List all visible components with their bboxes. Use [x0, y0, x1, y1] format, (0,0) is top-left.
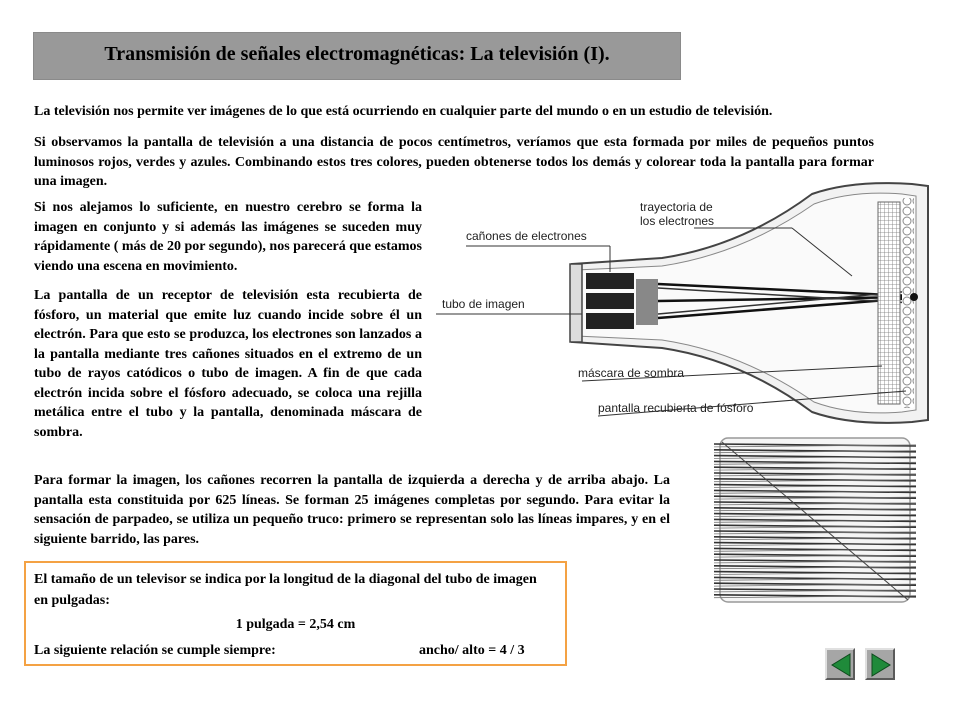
title-bar	[34, 33, 680, 79]
info-relation-label: La siguiente relación se cumple siempre:	[34, 643, 276, 658]
paragraph-phosphor: La pantalla de un receptor de televisión esta recubierta de fósforo, un material que emite luz cuando incide sobre él un electrón. Para que esto se produzca, los electrones son lanzados a la pantalla mediante tres cañones situados en el extremo de un tubo de rayos catódicos o tubo de imagen. A fin de que cada electrón incida sobre el fósforo adecuado, se coloca una rejilla metálica entre el tubo y la pantalla, denominada máscara de sombra.	[34, 288, 422, 440]
info-relation-value: ancho/ alto = 4 / 3	[419, 643, 525, 658]
label-canones: cañones de electrones	[466, 229, 587, 243]
label-mascara: máscara de sombra	[578, 366, 685, 380]
previous-slide-button[interactable]	[825, 648, 855, 680]
crt-tube-diagram	[432, 176, 932, 430]
paragraph-intro: La televisión nos permite ver imágenes de lo que está ocurriendo en cualquier parte del mundo o en un estudio de televisión.	[34, 104, 773, 119]
page-title: Transmisión de señales electromagnéticas: La televisión (I).	[104, 43, 610, 65]
triangle-right-icon	[870, 653, 892, 677]
paragraph-pixels: Si observamos la pantalla de televisión a una distancia de pocos centímetros, veríamos que esta formada por miles de pequeños puntos luminosos rojos, verdes y azules. Combinando estos tres colores, pueden obtenerse todos los demás y colorear toda la pantalla para formar una imagen.	[34, 135, 874, 189]
paragraph-motion: Si nos alejamos lo suficiente, en nuestro cerebro se forma la imagen en conjunto y si además las imágenes se suceden muy rápidamente ( más de 20 por segundo), nos parecerá que estamos viendo una escena en movimiento.	[34, 200, 422, 274]
label-trayectoria-2: los electrones	[640, 214, 715, 228]
next-slide-button[interactable]	[865, 648, 895, 680]
scan-lines-diagram	[712, 434, 918, 606]
paragraph-scanning: Para formar la imagen, los cañones recorren la pantalla de izquierda a derecha y de arriba abajo. La pantalla esta constituida por 625 líneas. Se forman 25 imágenes completas por segundo. Para evitar la sensación de parpadeo, se utiliza un pequeño truco: primero se representan solo las líneas impares, y en el siguiente barrido, las pares.	[34, 473, 670, 547]
label-tubo: tubo de imagen	[442, 297, 525, 311]
label-pantalla: pantalla recubierta de fósforo	[598, 401, 754, 415]
info-box	[24, 561, 567, 666]
info-formula: 1 pulgada = 2,54 cm	[235, 617, 356, 632]
label-trayectoria-1: trayectoria de	[640, 200, 713, 214]
info-size-text: El tamaño de un televisor se indica por la longitud de la diagonal del tubo de imagen en pulgadas:	[34, 572, 537, 608]
triangle-left-icon	[830, 653, 852, 677]
